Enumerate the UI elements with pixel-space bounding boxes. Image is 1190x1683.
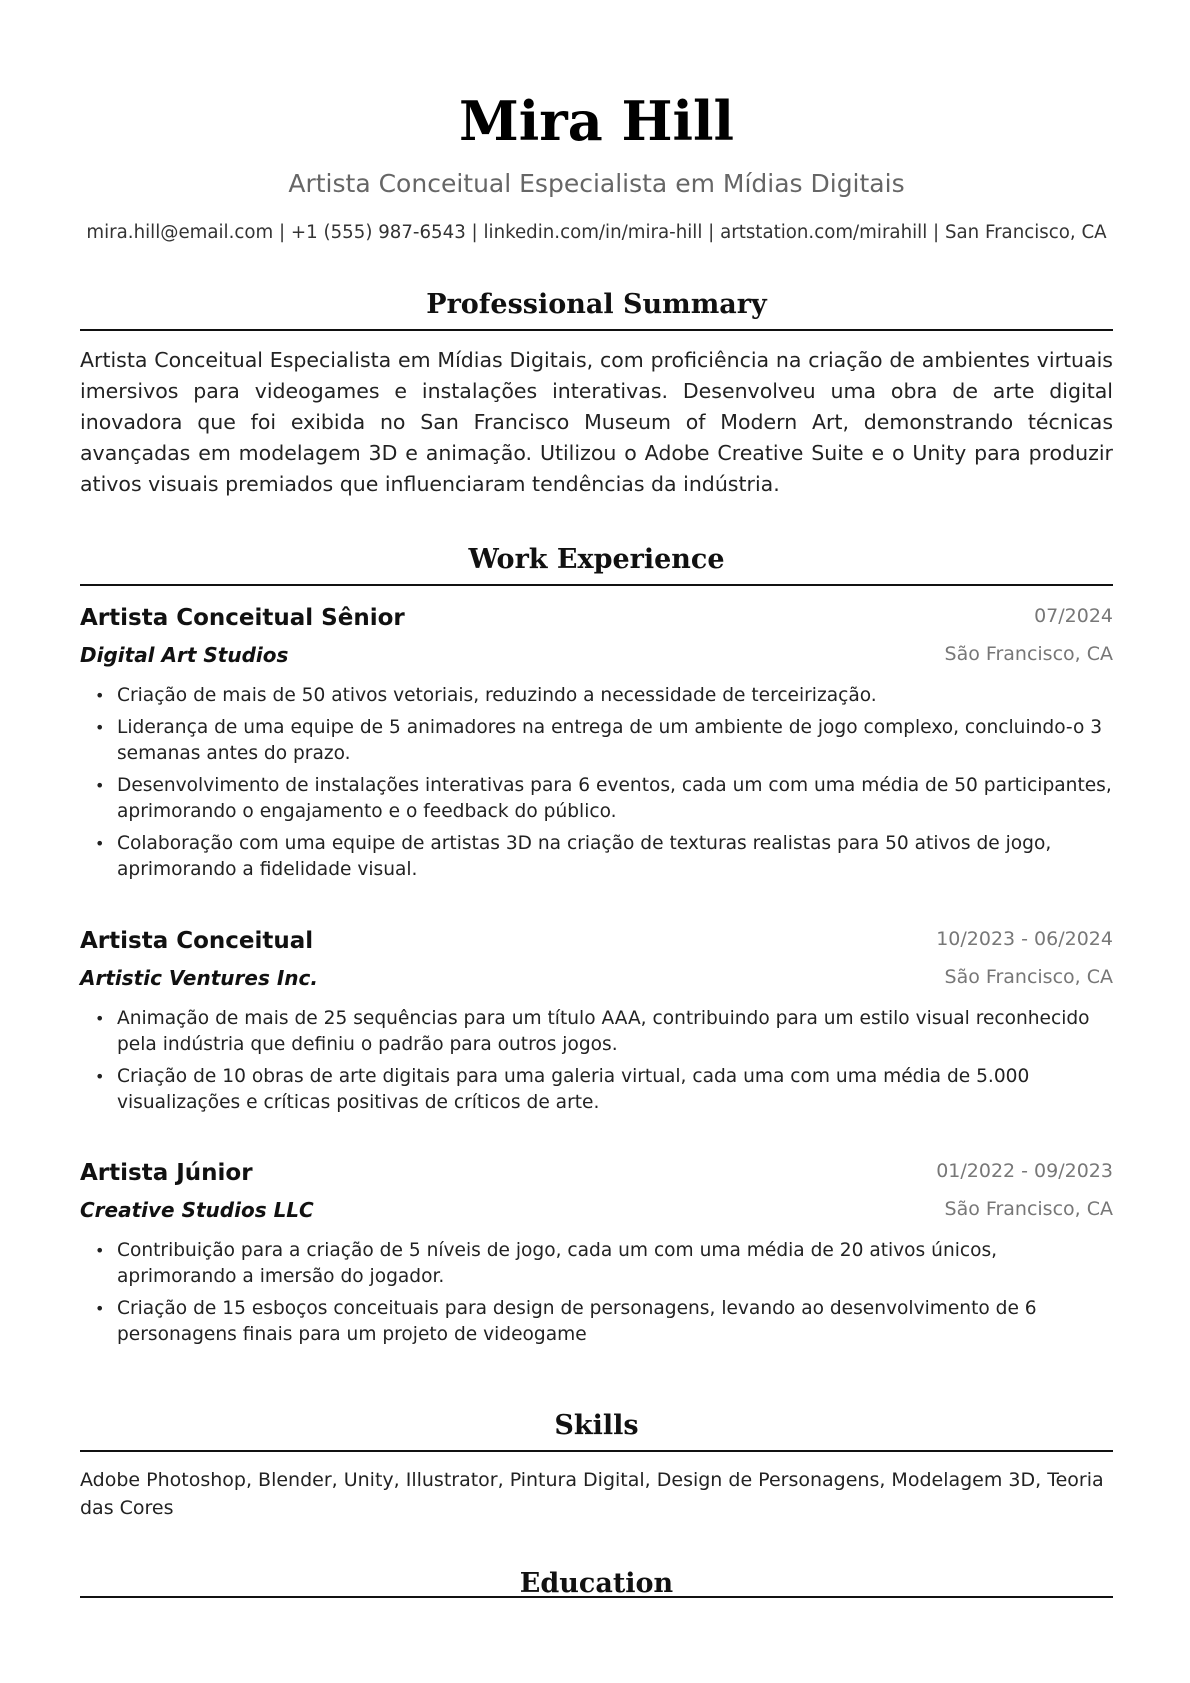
job-date: 07/2024 bbox=[1034, 605, 1113, 627]
bullet-item: • Contribuição para a criação de 5 níveis de jogo, cada um com uma média de 20 ativos únicos, aprimorando a imersão do jogador. bbox=[80, 1238, 1113, 1290]
bullet-item: • Criação de mais de 50 ativos vetoriais, reduzindo a necessidade de terceirização. bbox=[80, 683, 1113, 709]
job-title: Artista Conceitual bbox=[80, 928, 314, 954]
job-title: Artista Conceitual Sênior bbox=[80, 605, 405, 631]
job-date: 10/2023 - 06/2024 bbox=[936, 928, 1113, 950]
bullet-item: • Criação de 15 esboços conceituais para design de personagens, levando ao desenvolvimento de 6 personagens finais para um projeto de videogame bbox=[80, 1296, 1113, 1348]
section-divider bbox=[80, 1596, 1113, 1598]
job-location: São Francisco, CA bbox=[944, 966, 1113, 988]
section-title-summary: Professional Summary bbox=[426, 289, 767, 320]
section-title-skills: Skills bbox=[554, 1410, 639, 1441]
contact-line: mira.hill@email.com | +1 (555) 987-6543 | linkedin.com/in/mira-hill | artstation.com/mirahill | San Francisco, CA bbox=[86, 222, 1107, 243]
company-name: Artistic Ventures Inc. bbox=[80, 966, 318, 990]
bullet-item: • Colaboração com uma equipe de artistas 3D na criação de texturas realistas para 50 ativos de jogo, aprimorando a fidelidade visual. bbox=[80, 831, 1113, 883]
section-divider bbox=[80, 329, 1113, 331]
company-name: Creative Studios LLC bbox=[80, 1198, 314, 1222]
summary-text: Artista Conceitual Especialista em Mídias Digitais, com proficiência na criação de ambientes virtuais imersivos para videogames e instalações interativas. Desenvolveu uma obra de arte digital inovadora que foi exibida no San Francisco Museum of Modern Art, demonstrando técnicas avançadas em modelagem 3D e animação. Utilizou o Adobe Creative Suite e o Unity para produzir ativos visuais premiados que influenciaram tendências da indústria. bbox=[80, 348, 1113, 496]
section-title-experience: Work Experience bbox=[468, 544, 725, 575]
job-location: São Francisco, CA bbox=[944, 643, 1113, 665]
skills-list: Adobe Photoshop, Blender, Unity, Illustrator, Pintura Digital, Design de Personagens, Modelagem 3D, Teoria das Cores bbox=[80, 1469, 1104, 1519]
job-date: 01/2022 - 09/2023 bbox=[936, 1160, 1113, 1182]
bullet-item: • Desenvolvimento de instalações interativas para 6 eventos, cada um com uma média de 50 participantes, aprimorando o engajamento e o feedback do público. bbox=[80, 773, 1113, 825]
job-bullets bbox=[80, 1006, 1113, 1122]
company-name: Digital Art Studios bbox=[80, 643, 289, 667]
candidate-name: Mira Hill bbox=[458, 89, 735, 153]
candidate-tagline: Artista Conceitual Especialista em Mídias Digitais bbox=[288, 169, 905, 198]
job-title: Artista Júnior bbox=[80, 1160, 253, 1186]
bullet-item: • Liderança de uma equipe de 5 animadores na entrega de um ambiente de jogo complexo, concluindo-o 3 semanas antes do prazo. bbox=[80, 715, 1113, 767]
section-title-education: Education bbox=[519, 1568, 674, 1599]
section-divider bbox=[80, 1450, 1113, 1452]
bullet-item: • Criação de 10 obras de arte digitais para uma galeria virtual, cada uma com uma média de 5.000 visualizações e críticas positivas de críticos de arte. bbox=[80, 1064, 1113, 1116]
section-divider bbox=[80, 584, 1113, 586]
bullet-item: • Animação de mais de 25 sequências para um título AAA, contribuindo para um estilo visual reconhecido pela indústria que definiu o padrão para outros jogos. bbox=[80, 1006, 1113, 1058]
job-bullets bbox=[80, 683, 1113, 889]
job-location: São Francisco, CA bbox=[944, 1198, 1113, 1220]
job-bullets bbox=[80, 1238, 1113, 1354]
